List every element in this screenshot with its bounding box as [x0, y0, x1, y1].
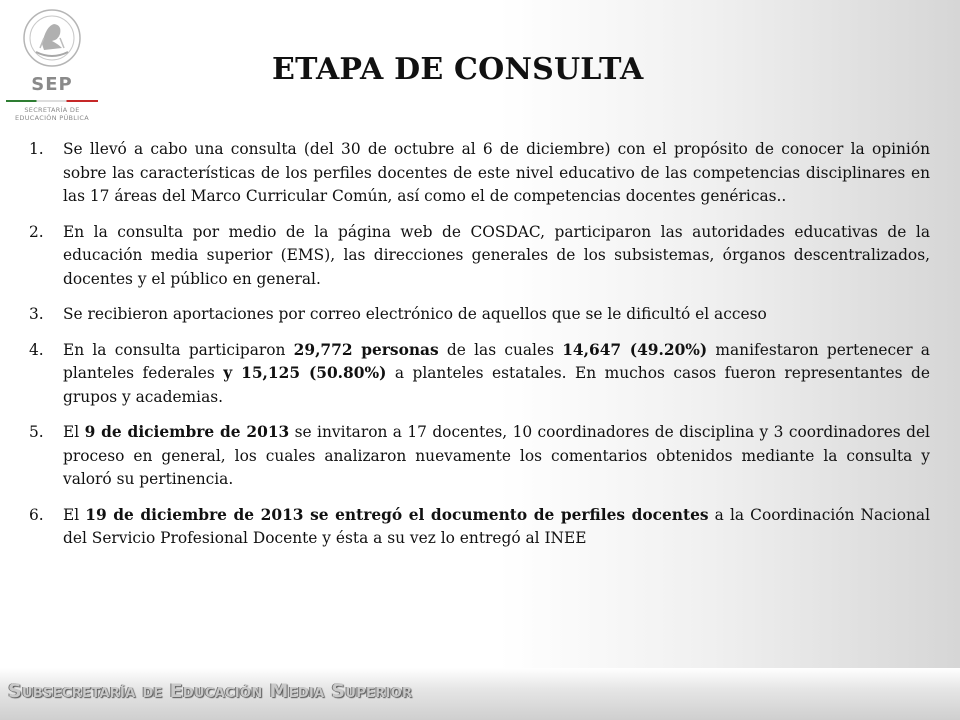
list-item-text: manifestaron pertenecer a planteles federales [63, 340, 930, 382]
list-item-emphasis: 29,772 personas [293, 340, 439, 359]
list-item [0, 421, 960, 492]
sep-wordmark: SEP [31, 74, 73, 95]
list-item-text: a la Coordinación Nacional del Servicio Profesional Docente y ésta a su vez lo entregó al INEE [63, 505, 930, 547]
sep-divider [6, 100, 98, 102]
list-item-number: 1. [29, 140, 44, 158]
consultation-list [0, 138, 960, 563]
list-item [0, 339, 960, 410]
sep-subtitle-line1: SECRETARÍA DE [24, 106, 80, 114]
list-item-text: de las cuales [438, 340, 563, 359]
list-item-text: Se recibieron aportaciones por correo electrónico de aquellos que se le dificultó el acceso [63, 305, 767, 323]
list-item-number: 4. [29, 340, 44, 359]
list-item-text: En la consulta participaron [63, 340, 294, 359]
list-item-text: En la consulta por medio de la página web de COSDAC, participaron las autoridades educativas de la educación media superior (EMS), las direcciones generales de los subsistemas, órganos descentralizados, docentes y el público en general. [63, 222, 930, 288]
list-item [0, 221, 960, 292]
list-item-emphasis: 9 de diciembre de 2013 [84, 423, 290, 441]
list-item-text: Se llevó a cabo una consulta (del 30 de octubre al 6 de diciembre) con el propósito de conocer la opinión sobre las características de los perfiles docentes de este nivel educativo de las competencias disciplinares en las 17 áreas del Marco Curricular Común, así como el de competencias docentes genéricas.. [63, 140, 930, 205]
mexican-coat-of-arms-icon [22, 8, 82, 70]
sep-logo [6, 8, 98, 124]
list-item-text: El [63, 505, 86, 524]
list-item [0, 504, 960, 551]
list-item-number: 5. [29, 423, 44, 441]
list-item-emphasis: 14,647 (49.20%) [562, 340, 708, 359]
sep-subtitle [6, 106, 98, 122]
footer-title: Subsecretaría de Educación Media Superior [8, 680, 413, 702]
list-item-text: a planteles estatales. En muchos casos fueron representantes de grupos y academias. [63, 364, 930, 406]
list-item-number: 2. [29, 222, 44, 241]
list-item [0, 138, 960, 209]
page-title: ETAPA DE CONSULTA [272, 52, 644, 87]
list-item-text: El [63, 423, 85, 441]
list-item-emphasis: y 15,125 (50.80%) [223, 364, 387, 382]
list-item-number: 6. [29, 505, 44, 524]
list-item-emphasis: 19 de diciembre de 2013 se entregó el documento de perfiles docentes [85, 505, 709, 524]
list-item-number: 3. [29, 305, 44, 323]
sep-subtitle-line2: EDUCACIÓN PÚBLICA [14, 114, 89, 122]
list-item-text: se invitaron a 17 docentes, 10 coordinadores de disciplina y 3 coordinadores del proceso en general, los cuales analizaron nuevamente los comentarios obtenidos mediante la consulta y valoró su pertinencia. [63, 423, 930, 488]
list-item [0, 303, 960, 327]
